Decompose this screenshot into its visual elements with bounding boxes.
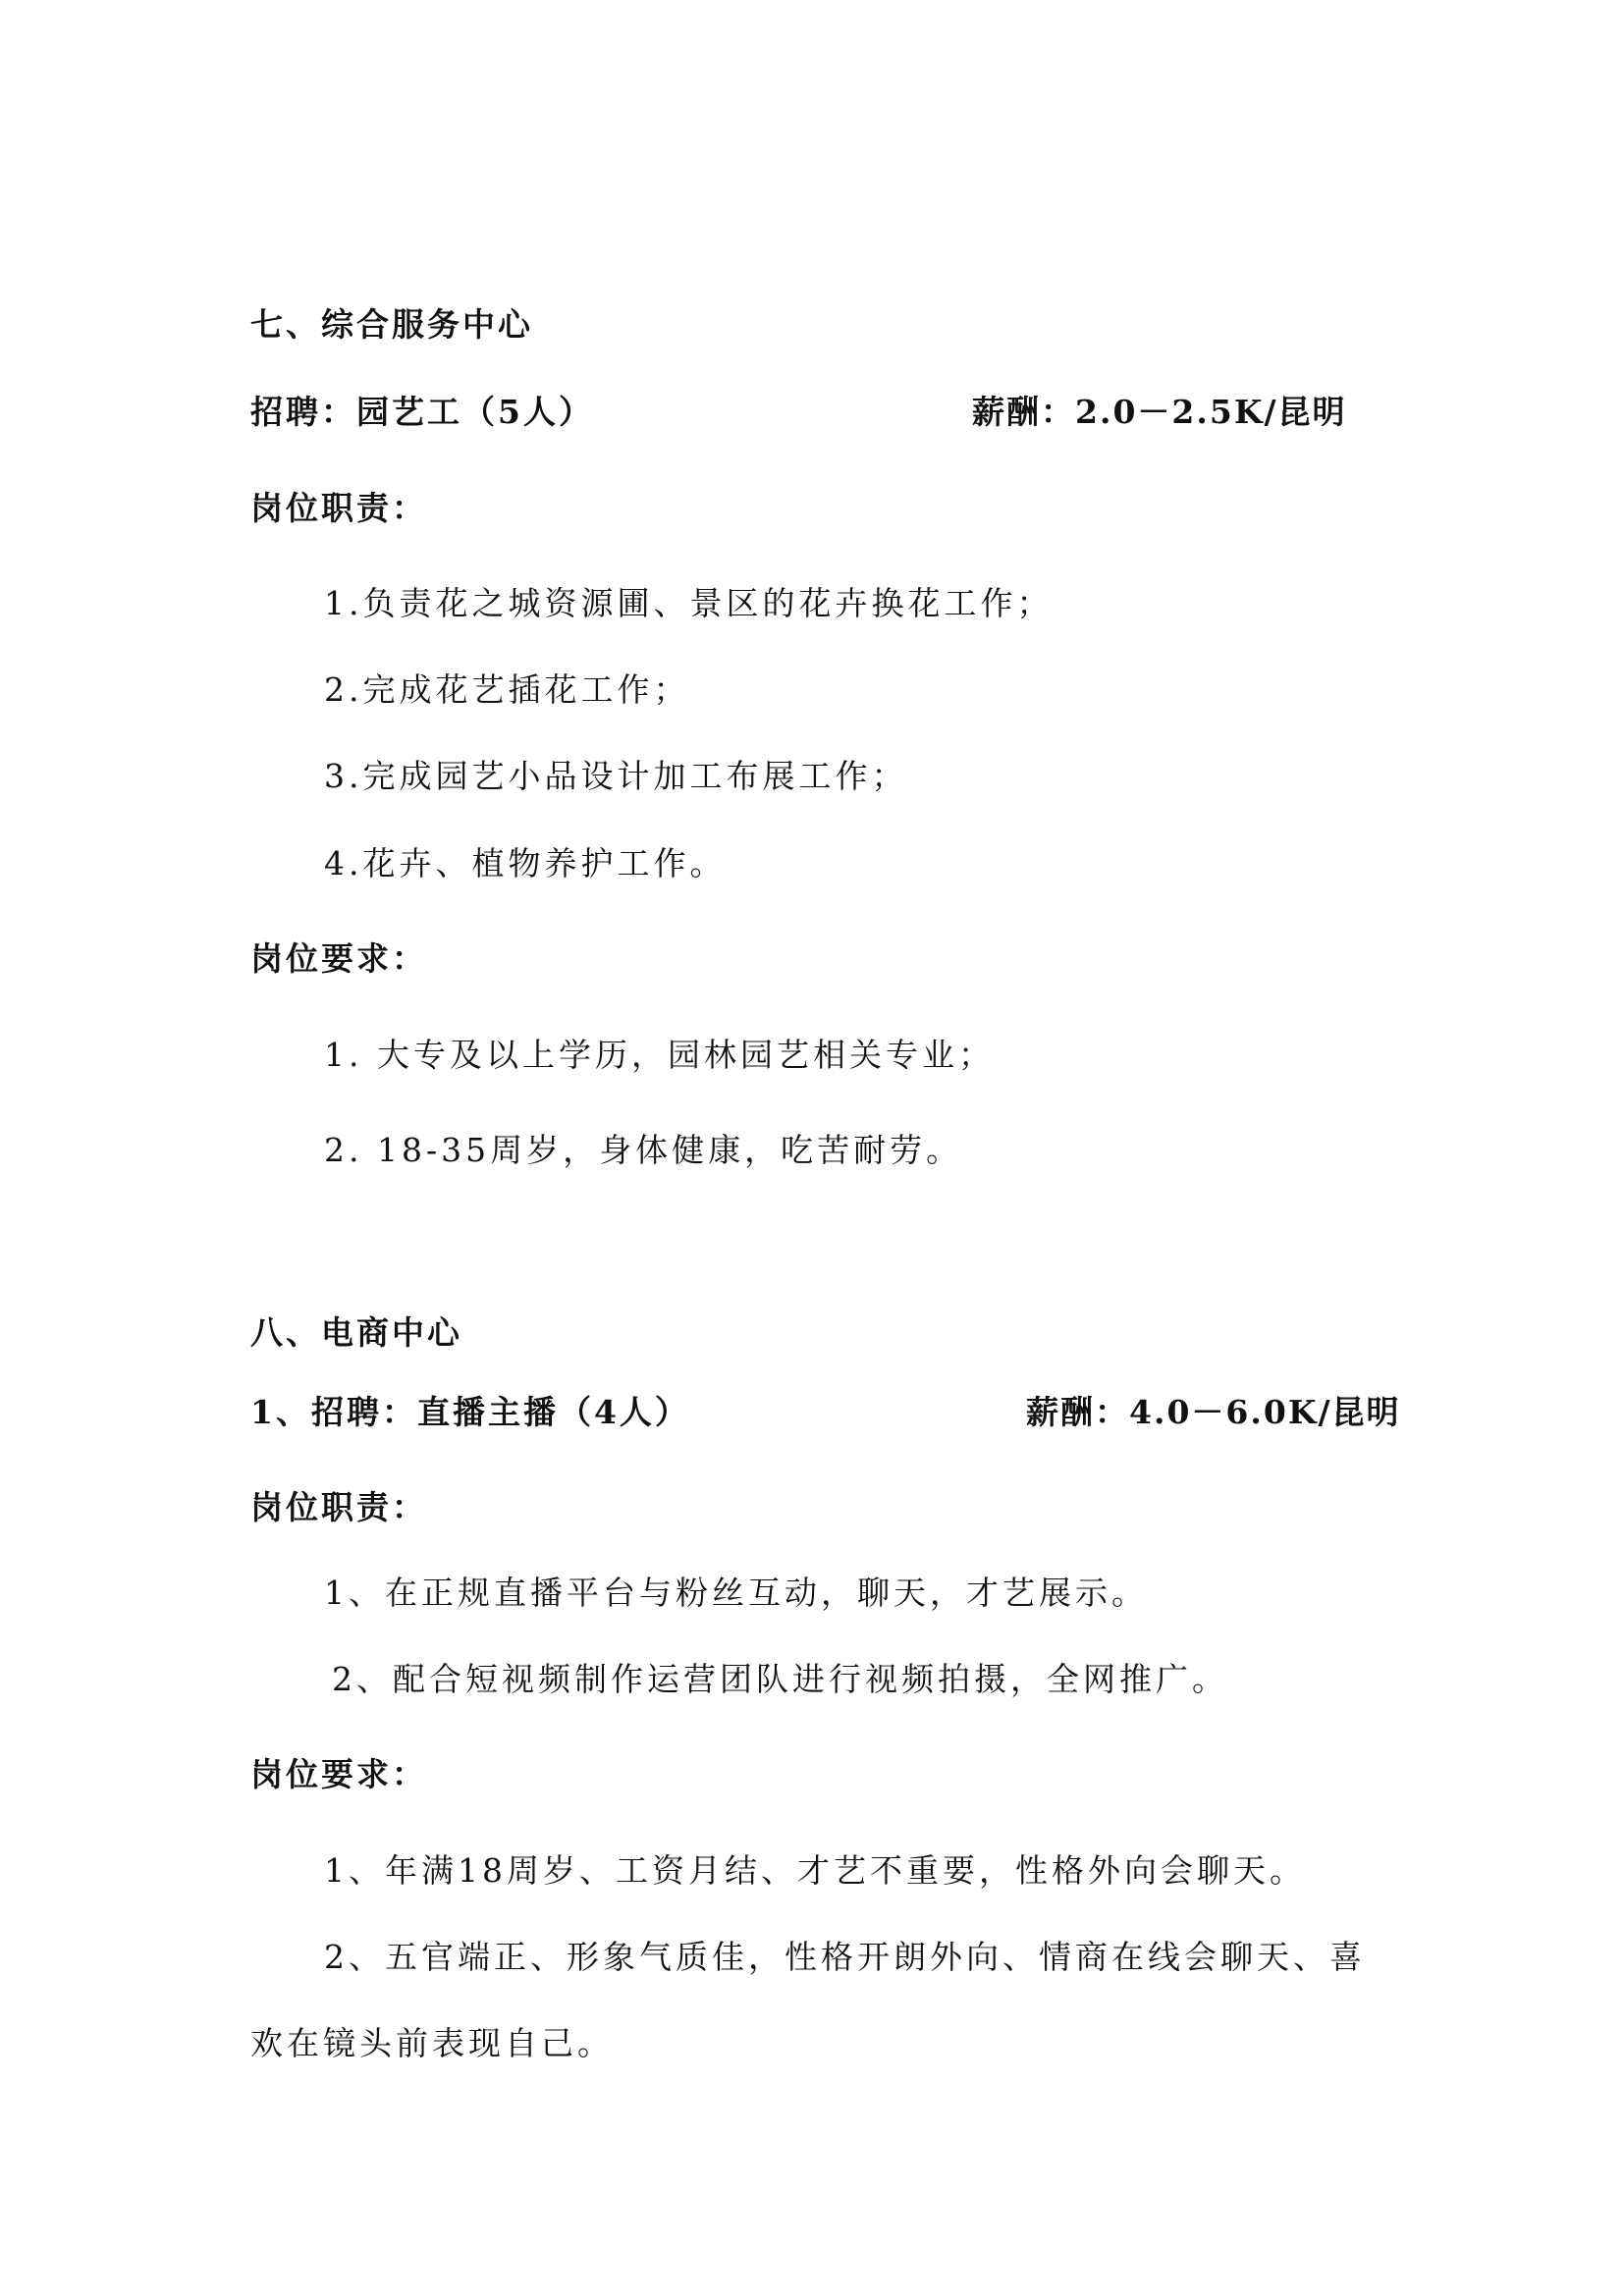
- recruit-position: 1、招聘：直播主播（4人）: [250, 1393, 690, 1431]
- requirement-item: 2. 18-35周岁，身体健康，吃苦耐劳。: [324, 1131, 963, 1169]
- duty-item: 2、配合短视频制作运营团队进行视频拍摄，全网推广。: [332, 1660, 1228, 1698]
- requirement-item: 1. 大专及以上学历，园林园艺相关专业；: [324, 1036, 995, 1074]
- duties-heading: 岗位职责：: [250, 1488, 427, 1526]
- duty-item: 1.负责花之城资源圃、景区的花卉换花工作；: [324, 584, 1054, 622]
- salary-info: 薪酬：2.0－2.5K/昆明: [972, 393, 1347, 431]
- duty-item: 3.完成园艺小品设计加工布展工作；: [324, 757, 908, 795]
- duty-item: 2.完成花艺插花工作；: [324, 670, 690, 709]
- requirement-item-continued: 欢在镜头前表现自己。: [250, 2024, 614, 2062]
- requirement-item: 2、五官端正、形象气质佳，性格开朗外向、情商在线会聊天、喜: [324, 1938, 1366, 1976]
- salary-info: 薪酬：4.0－6.0K/昆明: [1026, 1393, 1401, 1431]
- section-title: 七、综合服务中心: [250, 305, 533, 344]
- duty-item: 1、在正规直播平台与粉丝互动，聊天，才艺展示。: [324, 1574, 1148, 1612]
- requirement-item: 1、年满18周岁、工资月结、才艺不重要，性格外向会聊天。: [324, 1851, 1306, 1890]
- section-title: 八、电商中心: [250, 1313, 462, 1352]
- requirements-heading: 岗位要求：: [250, 1755, 427, 1793]
- duties-heading: 岗位职责：: [250, 489, 427, 527]
- recruit-position: 招聘：园艺工（5人）: [250, 393, 594, 431]
- duty-item: 4.花卉、植物养护工作。: [324, 844, 727, 882]
- requirements-heading: 岗位要求：: [250, 939, 427, 978]
